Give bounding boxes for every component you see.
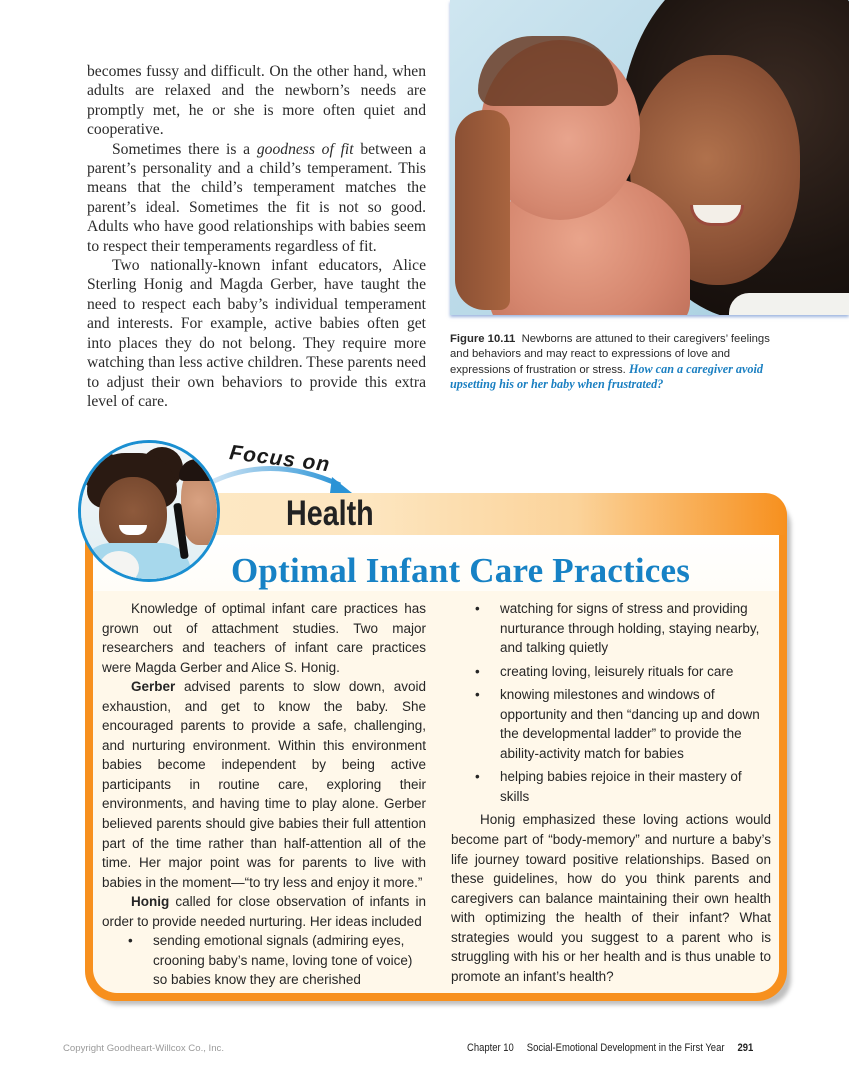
paragraph-honig: Honig called for close observation of infants in order to provide needed nurturing. Her ideas included — [102, 894, 426, 929]
feature-photo-circle — [78, 440, 220, 582]
paragraph-honig-summary: Honig emphasized these loving actions would become part of “body-memory” and nurture a baby’s life journey toward positive relationships. Based on these guidelines, how do you think parents and caregivers can balance maintaining their own health with optimizing the health of their infant? What strategies would you suggest to a parent who is struggling with his or her health and is thus unable to promote an infant’s health? — [451, 812, 771, 984]
photo-hand — [455, 110, 510, 310]
feature-category: Health — [286, 494, 374, 533]
paragraph: Knowledge of optimal infant care practices has grown out of attachment studies. Two major researchers and teachers of infant care practices were Magda Gerber and Alice S. Honig. — [102, 601, 426, 675]
circle-photo-doctor-hair — [179, 459, 220, 481]
figure-photo — [450, 0, 849, 315]
footer-chapter: Chapter 10 — [467, 1042, 514, 1054]
name-honig: Honig — [131, 894, 170, 910]
caption-text: Newborns are attuned to their caregivers’ feelings and behaviors and may react to expressions of love and expressions of frustration or stress. — [450, 333, 770, 376]
photo-baby-hair — [478, 36, 618, 106]
footer-chapter-title: Social-Emotional Development in the First Year — [526, 1042, 725, 1054]
figure-label: Figure 10.11 — [450, 333, 516, 345]
page-number: 291 — [737, 1042, 754, 1054]
photo-strap — [729, 293, 849, 315]
feature-kicker: Focus on — [228, 441, 332, 477]
footer-running-head — [467, 1042, 753, 1054]
bullet-icon: • — [475, 601, 480, 616]
name-gerber: Gerber — [131, 679, 176, 695]
circle-photo-girl-face — [99, 477, 167, 553]
circle-photo-teddy-bear — [99, 551, 139, 582]
list-item: • knowing milestones and windows of opportunity and then “dancing up and down the developmental ladder” to provide the ability-activity match for babies — [475, 687, 760, 761]
paragraph: becomes fussy and difficult. On the other hand, when adults are relaxed and the newborn’s needs are promptly met, he or she is more often quiet and cooperative. — [87, 63, 426, 139]
bullet-list — [104, 931, 426, 990]
list-item: • helping babies rejoice in their mastery of skills — [475, 769, 742, 804]
paragraph: Two nationally-known infant educators, Alice Sterling Honig and Magda Gerber, have taught the need to respect each baby’s individual temperament and interests. For example, active babies often get into places they do not belong. They require more watching than less active children. These parents need to adjust their own behaviors to provide this extra level of care. — [87, 257, 426, 410]
bullet-list — [451, 599, 771, 806]
bullet-icon: • — [475, 769, 480, 785]
caption-question: How can a caregiver avoid upsetting his or her baby when frustrated? — [450, 361, 763, 392]
footer-copyright: Copyright Goodheart-Willcox Co., Inc. — [63, 1043, 225, 1054]
feature-column-left — [102, 599, 426, 994]
list-item: • watching for signs of stress and providing nurturance through holding, staying nearby, and talking quietly — [475, 601, 760, 656]
bullet-icon: • — [128, 933, 133, 949]
feature-column-right — [451, 599, 771, 986]
list-item: • sending emotional signals (admiring eyes, crooning baby’s name, loving tone of voice) so babies know they are cherished — [128, 933, 413, 988]
figure-caption — [450, 332, 790, 393]
paragraph-goodness-of-fit: Sometimes there is a goodness of fit between a parent’s personality and a child’s temperament. This means that the child’s temperament matches the parent’s ideal. Sometimes the fit is not so good. Adults who have good relationships with babies seem to respect their temperaments regardless of fit. — [87, 140, 427, 255]
body-text-column — [87, 62, 426, 411]
bullet-icon: • — [475, 663, 480, 679]
list-item: • creating loving, leisurely rituals for care — [451, 662, 771, 682]
feature-title: Optimal Infant Care Practices — [231, 551, 691, 590]
paragraph-gerber: Gerber advised parents to slow down, avoid exhaustion, and get to know the baby. She encouraged parents to provide a safe, challenging, and nurturing environment. Within this environment babies become independent by being active participants in routine care, exploring their environments, and having time to play alone. Gerber believed parents should give babies their full attention part of the time rather than half-attention all of the time. Her major point was for parents to live with babies in the moment—“to try less and enjoy it more.” — [102, 679, 426, 890]
bullet-icon: • — [475, 687, 480, 703]
key-term: goodness of fit — [256, 140, 354, 158]
